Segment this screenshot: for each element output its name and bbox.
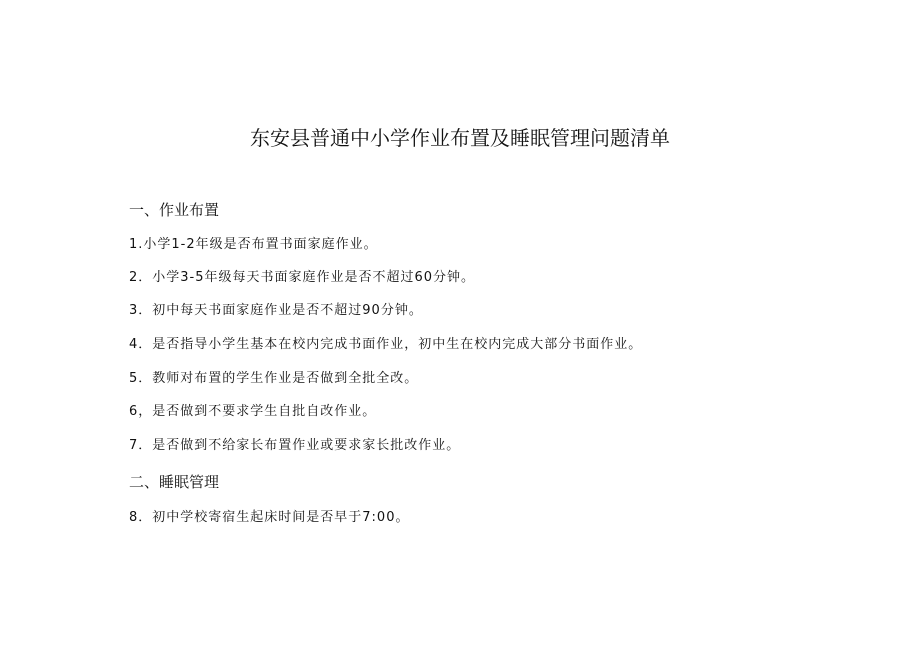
- list-item: 3．初中每天书面家庭作业是否不超过90分钟。: [129, 303, 423, 318]
- list-item: 5．教师对布置的学生作业是否做到全批全改。: [129, 371, 419, 386]
- document-title: 东安县普通中小学作业布置及睡眠管理问题清单: [250, 126, 670, 150]
- section-heading-homework: 一、作业布置: [129, 201, 220, 219]
- list-item: 1.小学1-2年级是否布置书面家庭作业。: [129, 237, 378, 252]
- list-item: 2．小学3-5年级每天书面家庭作业是否不超过60分钟。: [129, 270, 476, 285]
- list-item: 7．是否做到不给家长布置作业或要求家长批改作业。: [129, 438, 461, 453]
- section-heading-sleep: 二、睡眠管理: [129, 473, 220, 491]
- list-item: 4．是否指导小学生基本在校内完成书面作业，初中生在校内完成大部分书面作业。: [129, 337, 643, 352]
- list-item: 6，是否做到不要求学生自批自改作业。: [129, 404, 377, 419]
- list-item: 8．初中学校寄宿生起床时间是否早于7:00。: [129, 510, 410, 525]
